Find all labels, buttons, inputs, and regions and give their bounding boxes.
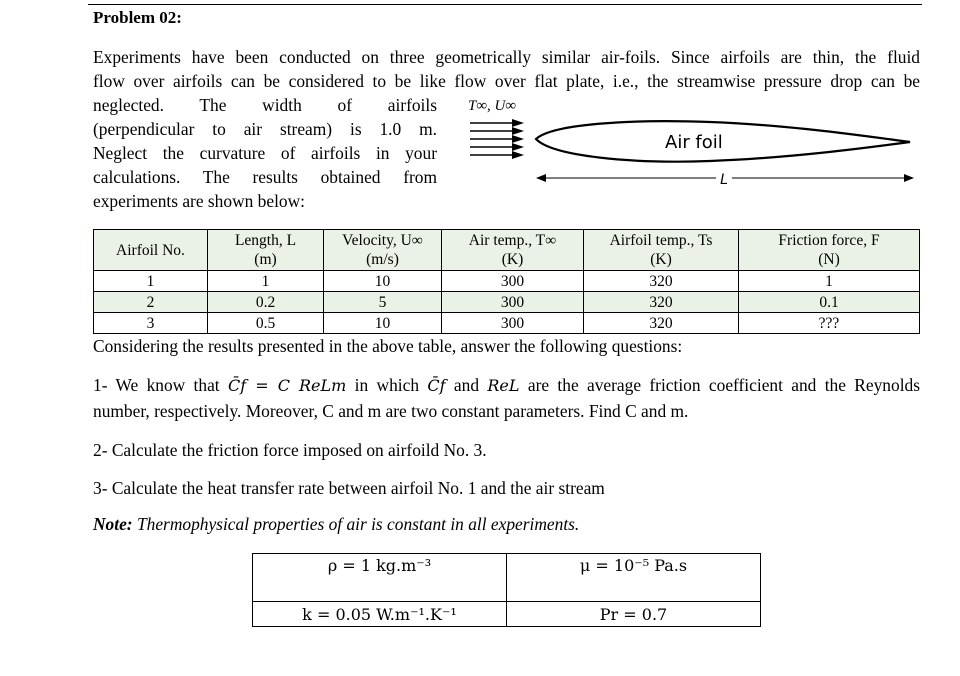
header-airfoil-no: Airfoil No. (94, 230, 208, 271)
table-cell: 10 (324, 271, 442, 292)
table-cell: 0.2 (208, 292, 324, 313)
table-cell: 0.1 (739, 292, 920, 313)
flow-arrows (470, 123, 516, 155)
header-airfoil-temp: Airfoil temp., Ts (K) (584, 230, 739, 271)
properties-row (253, 602, 761, 627)
flow-label: T∞, U∞ (468, 98, 517, 114)
question-3: 3- Calculate the heat transfer rate between airfoil No. 1 and the air stream (93, 478, 605, 498)
table-row (94, 292, 920, 313)
intro-line: Neglect the curvature of airfoils in your (93, 143, 437, 163)
length-dimension (536, 170, 914, 188)
table-cell: 300 (442, 271, 584, 292)
density-cell: ρ = 1 kg.m⁻³ (253, 554, 507, 602)
question-1-line-2: number, respectively. Moreover, C and m are two constant parameters. Find C and m. (93, 401, 689, 421)
table-header-row (94, 230, 920, 271)
header-length: Length, L (m) (208, 230, 324, 271)
intro-line: calculations. The results obtained from (93, 167, 437, 187)
reynolds-symbol: ReL (487, 376, 520, 395)
table-cell: 10 (324, 313, 442, 334)
intro-line: neglected. The width of airfoils (93, 95, 437, 115)
table-row (94, 313, 920, 334)
table-cell: 1 (208, 271, 324, 292)
intro-narrow-text (93, 93, 437, 213)
properties-table (252, 553, 761, 627)
airfoil-shape (536, 121, 910, 161)
intro-line: (perpendicular to air stream) is 1.0 m. (93, 119, 437, 139)
table-cell: 320 (584, 271, 739, 292)
conductivity-cell: k = 0.05 W.m⁻¹.K⁻¹ (253, 602, 507, 627)
table-cell: 3 (94, 313, 208, 334)
header-friction-force: Friction force, F (N) (739, 230, 920, 271)
airfoil-diagram (460, 94, 930, 194)
prandtl-cell: Pr = 0.7 (507, 602, 761, 627)
viscosity-cell: μ = 10⁻⁵ Pa.s (507, 554, 761, 602)
table-cell: 1 (739, 271, 920, 292)
note (93, 514, 579, 535)
table-cell: 0.5 (208, 313, 324, 334)
table-cell: 1 (94, 271, 208, 292)
intro-line: experiments are shown below: (93, 191, 306, 211)
header-air-temp: Air temp., T∞ (K) (442, 230, 584, 271)
experiment-table (93, 229, 920, 334)
question-2: 2- Calculate the friction force imposed on airfoild No. 3. (93, 440, 487, 460)
table-cell: ??? (739, 313, 920, 334)
note-text: Thermophysical properties of air is constant in all experiments. (136, 514, 580, 534)
airfoil-label: Air foil (665, 132, 723, 153)
question-1-line-1: 1- We know that C̄f = C ReLm in which C̄f and ReL are the average friction coefficient and the Reynolds (93, 375, 920, 395)
intro-line: Experiments have been conducted on three geometrically similar air-foils. Since airfoils are thin, the fluid (93, 47, 920, 67)
top-rule (88, 4, 922, 5)
properties-row (253, 554, 761, 602)
table-cell: 320 (584, 313, 739, 334)
length-label: L (720, 172, 728, 188)
header-velocity: Velocity, U∞ (m/s) (324, 230, 442, 271)
table-cell: 320 (584, 292, 739, 313)
table-cell: 300 (442, 292, 584, 313)
flow-arrowheads (512, 119, 524, 159)
table-row (94, 271, 920, 292)
table-cell: 5 (324, 292, 442, 313)
questions-intro: Considering the results presented in the above table, answer the following questions: (93, 336, 683, 356)
intro-line: flow over airfoils can be considered to be like flow over flat plate, i.e., the streamwise pressure drop can be (93, 71, 920, 91)
friction-formula: C̄f = C ReLm (227, 376, 347, 395)
table-cell: 2 (94, 292, 208, 313)
note-label: Note: (93, 514, 133, 534)
friction-coefficient-symbol: C̄f (427, 376, 446, 395)
table-cell: 300 (442, 313, 584, 334)
intro-paragraph (93, 45, 920, 93)
problem-title: Problem 02: (93, 8, 182, 27)
